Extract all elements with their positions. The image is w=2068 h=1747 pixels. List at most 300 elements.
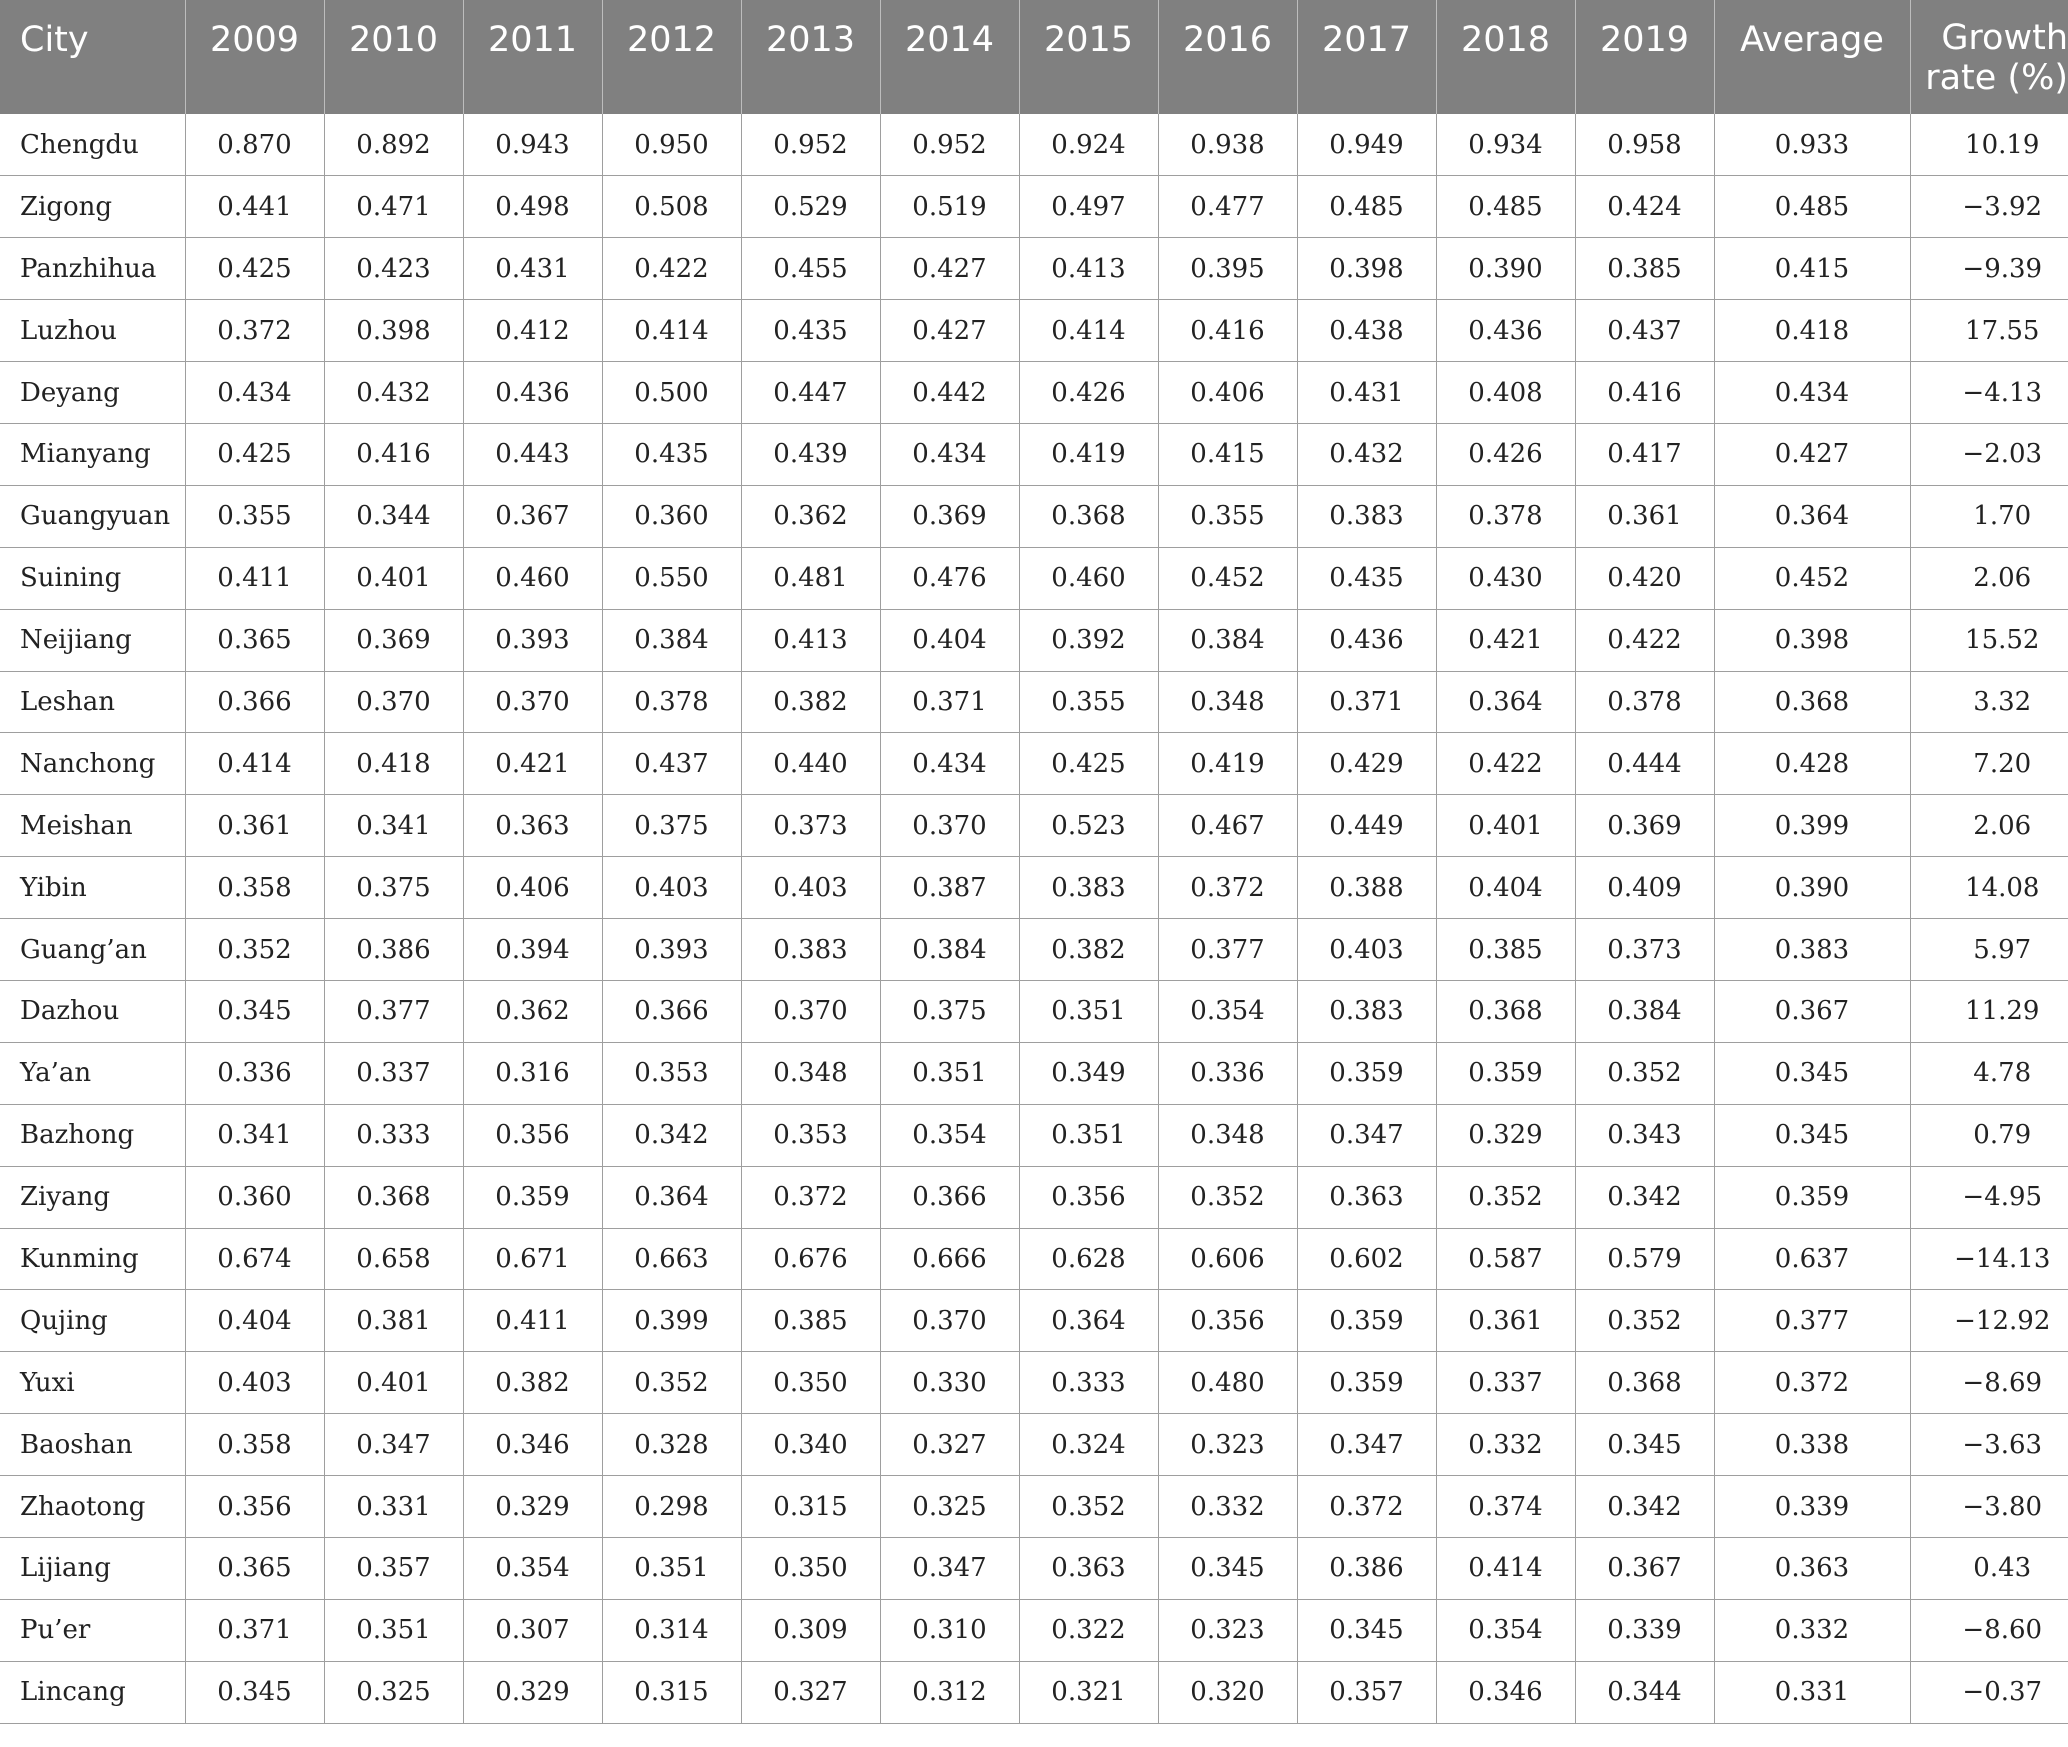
cell-value: 0.355 [1158,485,1297,547]
cell-value: 0.431 [1297,362,1436,424]
table-row [0,609,2068,671]
cell-value: 0.958 [1575,114,1714,176]
cell-average: 0.364 [1714,485,1910,547]
cell-value: 0.315 [602,1661,741,1723]
cell-growth-rate: −8.69 [1910,1352,2068,1414]
cell-average: 0.368 [1714,671,1910,733]
cell-value: 0.356 [1158,1290,1297,1352]
cell-growth-rate: 2.06 [1910,795,2068,857]
cell-value: 0.347 [1297,1414,1436,1476]
cell-value: 0.327 [880,1414,1019,1476]
cell-value: 0.500 [602,362,741,424]
cell-average: 0.332 [1714,1599,1910,1661]
cell-value: 0.393 [463,609,602,671]
cell-value: 0.383 [1297,485,1436,547]
cell-value: 0.369 [880,485,1019,547]
cell-city: Guangyuan [0,485,185,547]
table-row [0,362,2068,424]
cell-value: 0.949 [1297,114,1436,176]
cell-value: 0.352 [185,919,324,981]
cell-value: 0.367 [1575,1537,1714,1599]
cell-value: 0.348 [1158,671,1297,733]
cell-value: 0.345 [185,980,324,1042]
table-row [0,300,2068,362]
cell-value: 0.434 [185,362,324,424]
table-row [0,423,2068,485]
cell-value: 0.345 [1158,1537,1297,1599]
cell-value: 0.432 [1297,423,1436,485]
cell-value: 0.508 [602,176,741,238]
cell-city: Lincang [0,1661,185,1723]
cell-city: Deyang [0,362,185,424]
cell-value: 0.377 [324,980,463,1042]
cell-value: 0.399 [602,1290,741,1352]
cell-growth-rate: −14.13 [1910,1228,2068,1290]
cell-value: 0.360 [185,1166,324,1228]
cell-value: 0.427 [880,238,1019,300]
table-row [0,1599,2068,1661]
cell-value: 0.370 [880,795,1019,857]
cell-value: 0.370 [741,980,880,1042]
cell-value: 0.372 [1297,1476,1436,1538]
cell-value: 0.358 [185,1414,324,1476]
cell-growth-rate: 14.08 [1910,857,2068,919]
cell-value: 0.355 [185,485,324,547]
cell-growth-rate: −12.92 [1910,1290,2068,1352]
cell-average: 0.637 [1714,1228,1910,1290]
cell-value: 0.351 [1019,980,1158,1042]
cell-value: 0.352 [1436,1166,1575,1228]
cell-value: 0.383 [741,919,880,981]
cell-value: 0.337 [324,1042,463,1104]
cell-value: 0.386 [1297,1537,1436,1599]
cell-value: 0.346 [463,1414,602,1476]
cell-value: 0.421 [463,733,602,795]
cell-value: 0.404 [1436,857,1575,919]
table-row [0,671,2068,733]
cell-value: 0.418 [324,733,463,795]
cell-value: 0.414 [602,300,741,362]
cell-value: 0.384 [1575,980,1714,1042]
cell-value: 0.351 [602,1537,741,1599]
header-year: 2017 [1297,0,1436,114]
cell-value: 0.414 [1019,300,1158,362]
cell-growth-rate: 11.29 [1910,980,2068,1042]
cell-value: 0.401 [324,1352,463,1414]
cell-value: 0.441 [185,176,324,238]
cell-value: 0.383 [1019,857,1158,919]
cell-value: 0.403 [1297,919,1436,981]
cell-value: 0.471 [324,176,463,238]
cell-value: 0.384 [880,919,1019,981]
cell-value: 0.333 [1019,1352,1158,1414]
cell-average: 0.418 [1714,300,1910,362]
cell-value: 0.350 [741,1352,880,1414]
cell-value: 0.312 [880,1661,1019,1723]
cell-growth-rate: −4.13 [1910,362,2068,424]
table-row [0,1228,2068,1290]
cell-value: 0.414 [1436,1537,1575,1599]
cell-average: 0.933 [1714,114,1910,176]
cell-value: 0.372 [1158,857,1297,919]
cell-value: 0.369 [1575,795,1714,857]
cell-value: 0.550 [602,547,741,609]
cell-city: Neijiang [0,609,185,671]
header-year: 2011 [463,0,602,114]
table-row [0,1537,2068,1599]
cell-value: 0.415 [1158,423,1297,485]
cell-average: 0.415 [1714,238,1910,300]
cell-value: 0.349 [1019,1042,1158,1104]
cell-average: 0.428 [1714,733,1910,795]
cell-value: 0.455 [741,238,880,300]
cell-value: 0.398 [324,300,463,362]
header-year: 2018 [1436,0,1575,114]
cell-value: 0.943 [463,114,602,176]
cell-city: Chengdu [0,114,185,176]
cell-value: 0.403 [741,857,880,919]
header-year: 2014 [880,0,1019,114]
cell-value: 0.411 [463,1290,602,1352]
cell-value: 0.409 [1575,857,1714,919]
cell-value: 0.412 [463,300,602,362]
cell-city: Pu’er [0,1599,185,1661]
cell-growth-rate: 17.55 [1910,300,2068,362]
table-row [0,1352,2068,1414]
cell-value: 0.671 [463,1228,602,1290]
cell-value: 0.370 [463,671,602,733]
cell-growth-rate: 1.70 [1910,485,2068,547]
cell-value: 0.362 [741,485,880,547]
cell-value: 0.385 [1436,919,1575,981]
cell-value: 0.416 [1158,300,1297,362]
cell-value: 0.523 [1019,795,1158,857]
cell-value: 0.368 [1019,485,1158,547]
cell-average: 0.427 [1714,423,1910,485]
cell-average: 0.485 [1714,176,1910,238]
cell-value: 0.658 [324,1228,463,1290]
header-city: City [0,0,185,114]
cell-value: 0.371 [880,671,1019,733]
cell-value: 0.444 [1575,733,1714,795]
cell-value: 0.352 [602,1352,741,1414]
cell-value: 0.332 [1158,1476,1297,1538]
cell-growth-rate: 3.32 [1910,671,2068,733]
cell-value: 0.327 [741,1661,880,1723]
cell-value: 0.364 [1019,1290,1158,1352]
cell-value: 0.368 [324,1166,463,1228]
cell-average: 0.359 [1714,1166,1910,1228]
cell-value: 0.663 [602,1228,741,1290]
cell-value: 0.440 [741,733,880,795]
cell-value: 0.315 [741,1476,880,1538]
cell-value: 0.371 [1297,671,1436,733]
cell-growth-rate: 15.52 [1910,609,2068,671]
cell-value: 0.404 [880,609,1019,671]
cell-value: 0.340 [741,1414,880,1476]
header-year: 2010 [324,0,463,114]
cell-value: 0.336 [185,1042,324,1104]
cell-value: 0.321 [1019,1661,1158,1723]
cell-value: 0.414 [185,733,324,795]
cell-value: 0.366 [602,980,741,1042]
cell-value: 0.426 [1019,362,1158,424]
cell-value: 0.354 [880,1104,1019,1166]
cell-value: 0.352 [1019,1476,1158,1538]
table-row [0,547,2068,609]
cell-value: 0.385 [741,1290,880,1352]
cell-value: 0.432 [324,362,463,424]
header-year: 2009 [185,0,324,114]
cell-value: 0.359 [463,1166,602,1228]
cell-value: 0.366 [185,671,324,733]
table-row [0,980,2068,1042]
cell-value: 0.368 [1575,1352,1714,1414]
cell-value: 0.387 [880,857,1019,919]
cell-value: 0.422 [1575,609,1714,671]
cell-value: 0.419 [1158,733,1297,795]
cell-growth-rate: 7.20 [1910,733,2068,795]
cell-value: 0.347 [1297,1104,1436,1166]
cell-value: 0.359 [1297,1352,1436,1414]
cell-value: 0.356 [185,1476,324,1538]
cell-value: 0.401 [1436,795,1575,857]
cell-city: Dazhou [0,980,185,1042]
cell-value: 0.449 [1297,795,1436,857]
cell-value: 0.352 [1575,1042,1714,1104]
cell-value: 0.392 [1019,609,1158,671]
cell-value: 0.404 [185,1290,324,1352]
cell-value: 0.353 [602,1042,741,1104]
cell-city: Luzhou [0,300,185,362]
cell-value: 0.323 [1158,1599,1297,1661]
cell-average: 0.338 [1714,1414,1910,1476]
cell-city: Ya’an [0,1042,185,1104]
cell-value: 0.892 [324,114,463,176]
cell-value: 0.403 [602,857,741,919]
cell-value: 0.365 [185,1537,324,1599]
cell-value: 0.481 [741,547,880,609]
cell-value: 0.390 [1436,238,1575,300]
cell-value: 0.416 [324,423,463,485]
cell-value: 0.316 [463,1042,602,1104]
table-row [0,733,2068,795]
cell-value: 0.423 [324,238,463,300]
cell-value: 0.435 [1297,547,1436,609]
cell-value: 0.352 [1575,1290,1714,1352]
cell-value: 0.375 [880,980,1019,1042]
cell-value: 0.298 [602,1476,741,1538]
cell-value: 0.429 [1297,733,1436,795]
table-row [0,857,2068,919]
cell-value: 0.307 [463,1599,602,1661]
cell-value: 0.408 [1436,362,1575,424]
cell-value: 0.460 [1019,547,1158,609]
cell-value: 0.329 [463,1476,602,1538]
header-year: 2015 [1019,0,1158,114]
cell-value: 0.424 [1575,176,1714,238]
cell-value: 0.447 [741,362,880,424]
cell-average: 0.372 [1714,1352,1910,1414]
cell-value: 0.371 [185,1599,324,1661]
cell-value: 0.401 [324,547,463,609]
cell-value: 0.324 [1019,1414,1158,1476]
cell-value: 0.329 [1436,1104,1575,1166]
cell-value: 0.437 [1575,300,1714,362]
cell-value: 0.602 [1297,1228,1436,1290]
cell-value: 0.485 [1436,176,1575,238]
cell-value: 0.587 [1436,1228,1575,1290]
cell-value: 0.320 [1158,1661,1297,1723]
cell-value: 0.348 [741,1042,880,1104]
cell-value: 0.363 [463,795,602,857]
cell-value: 0.351 [324,1599,463,1661]
cell-value: 0.332 [1436,1414,1575,1476]
cell-value: 0.328 [602,1414,741,1476]
header-year: 2013 [741,0,880,114]
header-growth-line1: Growth [1941,18,2068,58]
cell-value: 0.430 [1436,547,1575,609]
cell-value: 0.375 [324,857,463,919]
cell-value: 0.346 [1436,1661,1575,1723]
cell-value: 0.952 [880,114,1019,176]
cell-value: 0.361 [185,795,324,857]
cell-value: 0.382 [463,1352,602,1414]
cell-value: 0.425 [185,238,324,300]
cell-city: Guang’an [0,919,185,981]
cell-value: 0.413 [1019,238,1158,300]
cell-value: 0.435 [602,423,741,485]
cell-value: 0.354 [1158,980,1297,1042]
cell-value: 0.341 [324,795,463,857]
cell-value: 0.431 [463,238,602,300]
cell-value: 0.369 [324,609,463,671]
cell-value: 0.395 [1158,238,1297,300]
cell-value: 0.362 [463,980,602,1042]
cell-value: 0.354 [463,1537,602,1599]
cell-value: 0.356 [463,1104,602,1166]
cell-value: 0.345 [185,1661,324,1723]
cell-city: Meishan [0,795,185,857]
cell-growth-rate: −3.80 [1910,1476,2068,1538]
cell-value: 0.419 [1019,423,1158,485]
cell-value: 0.352 [1158,1166,1297,1228]
cell-average: 0.452 [1714,547,1910,609]
cell-value: 0.359 [1297,1290,1436,1352]
cell-value: 0.950 [602,114,741,176]
cell-city: Baoshan [0,1414,185,1476]
cell-value: 0.343 [1575,1104,1714,1166]
cell-average: 0.398 [1714,609,1910,671]
cell-value: 0.519 [880,176,1019,238]
cell-growth-rate: −3.63 [1910,1414,2068,1476]
cell-value: 0.420 [1575,547,1714,609]
cell-value: 0.325 [880,1476,1019,1538]
cell-value: 0.411 [185,547,324,609]
cell-value: 0.344 [324,485,463,547]
cell-value: 0.406 [463,857,602,919]
cell-city: Mianyang [0,423,185,485]
table-row [0,1290,2068,1352]
cell-value: 0.333 [324,1104,463,1166]
cell-value: 0.460 [463,547,602,609]
cell-value: 0.413 [741,609,880,671]
table-row [0,795,2068,857]
header-year: 2012 [602,0,741,114]
table-header [0,0,2068,114]
cell-city: Zigong [0,176,185,238]
cell-value: 0.351 [1019,1104,1158,1166]
cell-value: 0.934 [1436,114,1575,176]
cell-value: 0.357 [324,1537,463,1599]
cell-average: 0.399 [1714,795,1910,857]
cell-value: 0.385 [1575,238,1714,300]
cell-value: 0.628 [1019,1228,1158,1290]
cell-city: Suining [0,547,185,609]
cell-value: 0.323 [1158,1414,1297,1476]
cell-value: 0.356 [1019,1166,1158,1228]
table-body [0,114,2068,1723]
cell-value: 0.309 [741,1599,880,1661]
cell-value: 0.384 [602,609,741,671]
cell-value: 0.358 [185,857,324,919]
cell-value: 0.377 [1158,919,1297,981]
cell-growth-rate: −3.92 [1910,176,2068,238]
cell-value: 0.331 [324,1476,463,1538]
cell-average: 0.339 [1714,1476,1910,1538]
cell-value: 0.437 [602,733,741,795]
cell-growth-rate: 10.19 [1910,114,2068,176]
cell-value: 0.406 [1158,362,1297,424]
cell-average: 0.331 [1714,1661,1910,1723]
cell-value: 0.579 [1575,1228,1714,1290]
cell-average: 0.377 [1714,1290,1910,1352]
cell-value: 0.388 [1297,857,1436,919]
table-row [0,114,2068,176]
cell-value: 0.442 [880,362,1019,424]
cell-value: 0.443 [463,423,602,485]
cell-city: Panzhihua [0,238,185,300]
cell-value: 0.529 [741,176,880,238]
cell-value: 0.361 [1436,1290,1575,1352]
table-row [0,1042,2068,1104]
cell-value: 0.363 [1019,1537,1158,1599]
cell-city: Kunming [0,1228,185,1290]
cell-value: 0.366 [880,1166,1019,1228]
table-row [0,1166,2068,1228]
cell-value: 0.382 [1019,919,1158,981]
table-row [0,1414,2068,1476]
cell-average: 0.345 [1714,1104,1910,1166]
cell-value: 0.393 [602,919,741,981]
cell-growth-rate: −4.95 [1910,1166,2068,1228]
cell-city: Qujing [0,1290,185,1352]
cell-city: Zhaotong [0,1476,185,1538]
cell-value: 0.378 [1436,485,1575,547]
cell-growth-rate: 0.79 [1910,1104,2068,1166]
cell-value: 0.353 [741,1104,880,1166]
cell-value: 0.382 [741,671,880,733]
cell-value: 0.372 [185,300,324,362]
cell-average: 0.367 [1714,980,1910,1042]
header-growth-line2: rate (%) [1925,58,2068,98]
cell-growth-rate: −8.60 [1910,1599,2068,1661]
cell-value: 0.384 [1158,609,1297,671]
cell-value: 0.477 [1158,176,1297,238]
cell-value: 0.342 [1575,1476,1714,1538]
cell-value: 0.394 [463,919,602,981]
cell-value: 0.924 [1019,114,1158,176]
